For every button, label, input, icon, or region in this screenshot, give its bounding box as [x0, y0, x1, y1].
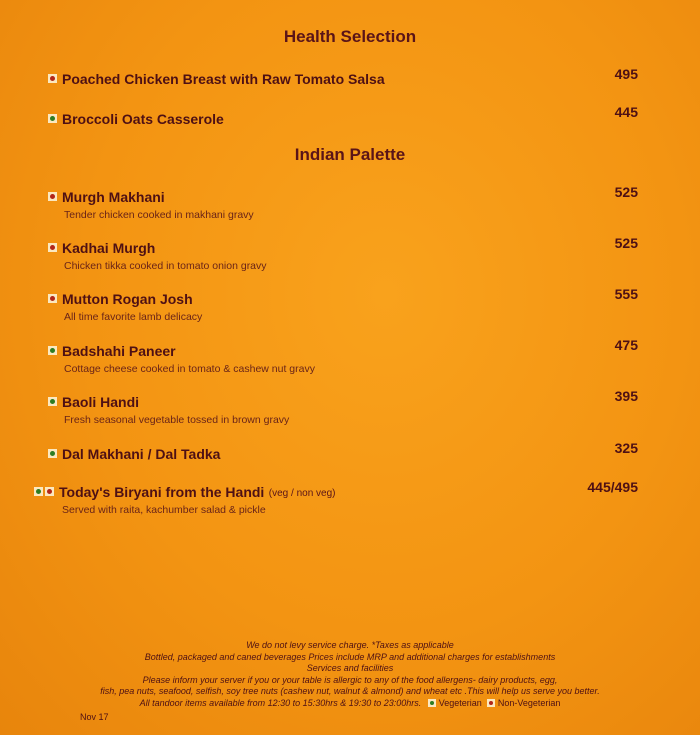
nonveg-indicator-icon [48, 192, 57, 201]
footer-line: Please inform your server if you or your table is allergic to any of the food allergens- dairy products, egg, [142, 674, 558, 685]
item-name: Badshahi Paneer [62, 342, 176, 359]
footer-line: fish, pea nuts, seafood, selfish, soy tree nuts (cashew nut, walnut & almond) and wheat etc .This will help us serve you better. [100, 686, 600, 696]
menu-footer [0, 640, 700, 709]
item-name: Broccoli Oats Casserole [62, 110, 224, 127]
menu-item [48, 66, 648, 88]
nonveg-indicator-icon [48, 74, 57, 83]
section-title-indian: Indian Palette [294, 145, 406, 164]
tandoor-timing: All tandoor items available from 12:30 to 15:30hrs & 19:30 to 23:00hrs. [139, 697, 422, 708]
item-price: 525 [614, 184, 638, 200]
item-price: 395 [614, 388, 638, 404]
veg-indicator-icon [48, 449, 57, 458]
veg-indicator-icon [48, 397, 57, 406]
nonveg-indicator-icon [48, 243, 57, 252]
item-name: Dal Makhani / Dal Tadka [62, 445, 221, 462]
menu-item [48, 104, 648, 128]
legend-nonveg-label: Non-Vegeterian [497, 697, 561, 708]
item-note: (veg / non veg) [268, 488, 336, 499]
menu-item [48, 235, 648, 272]
item-name: Poached Chicken Breast with Raw Tomato Salsa [62, 70, 385, 87]
item-price: 475 [614, 337, 638, 353]
item-description: Cottage cheese cooked in tomato & cashew nut gravy [64, 363, 315, 375]
item-price: 445 [614, 104, 638, 120]
nonveg-indicator-icon [487, 699, 495, 707]
footer-line: Services and facilities [306, 663, 394, 673]
section-title-health: Health Selection [283, 27, 417, 46]
item-description: Fresh seasonal vegetable tossed in brown gravy [64, 414, 290, 426]
item-description: Served with raita, kachumber salad & pickle [62, 504, 266, 516]
menu-item [48, 440, 648, 463]
item-name: Today's Biryani from the Handi [59, 483, 265, 500]
item-description: Chicken tikka cooked in tomato onion gravy [64, 260, 267, 272]
nonveg-indicator-icon [48, 294, 57, 303]
footer-line [0, 698, 700, 710]
menu-date: Nov 17 [80, 712, 109, 722]
nonveg-indicator-icon [45, 487, 54, 496]
item-price: 495 [614, 66, 638, 82]
footer-line: We do not levy service charge. *Taxes as applicable [246, 640, 454, 650]
item-price: 325 [614, 440, 638, 456]
legend [428, 698, 561, 710]
veg-indicator-icon [34, 487, 43, 496]
item-price: 525 [614, 235, 638, 251]
item-price: 555 [614, 286, 638, 302]
item-description: Tender chicken cooked in makhani gravy [64, 209, 254, 221]
veg-indicator-icon [48, 346, 57, 355]
item-name: Mutton Rogan Josh [62, 290, 193, 307]
veg-indicator-icon [428, 699, 436, 707]
menu-item [48, 388, 648, 426]
menu-item [48, 184, 648, 221]
item-name: Kadhai Murgh [62, 239, 156, 256]
veg-indicator-icon [48, 114, 57, 123]
legend-veg-label: Vegeterian [438, 697, 482, 708]
item-name: Murgh Makhani [62, 188, 165, 205]
item-name: Baoli Handi [62, 393, 140, 410]
menu-item [48, 337, 648, 375]
item-price: 445/495 [587, 479, 638, 495]
menu-item [34, 479, 648, 516]
menu-item [48, 286, 648, 323]
footer-line: Bottled, packaged and caned beverages Prices include MRP and additional charges for establishments [144, 651, 556, 662]
item-description: All time favorite lamb delicacy [64, 311, 203, 323]
